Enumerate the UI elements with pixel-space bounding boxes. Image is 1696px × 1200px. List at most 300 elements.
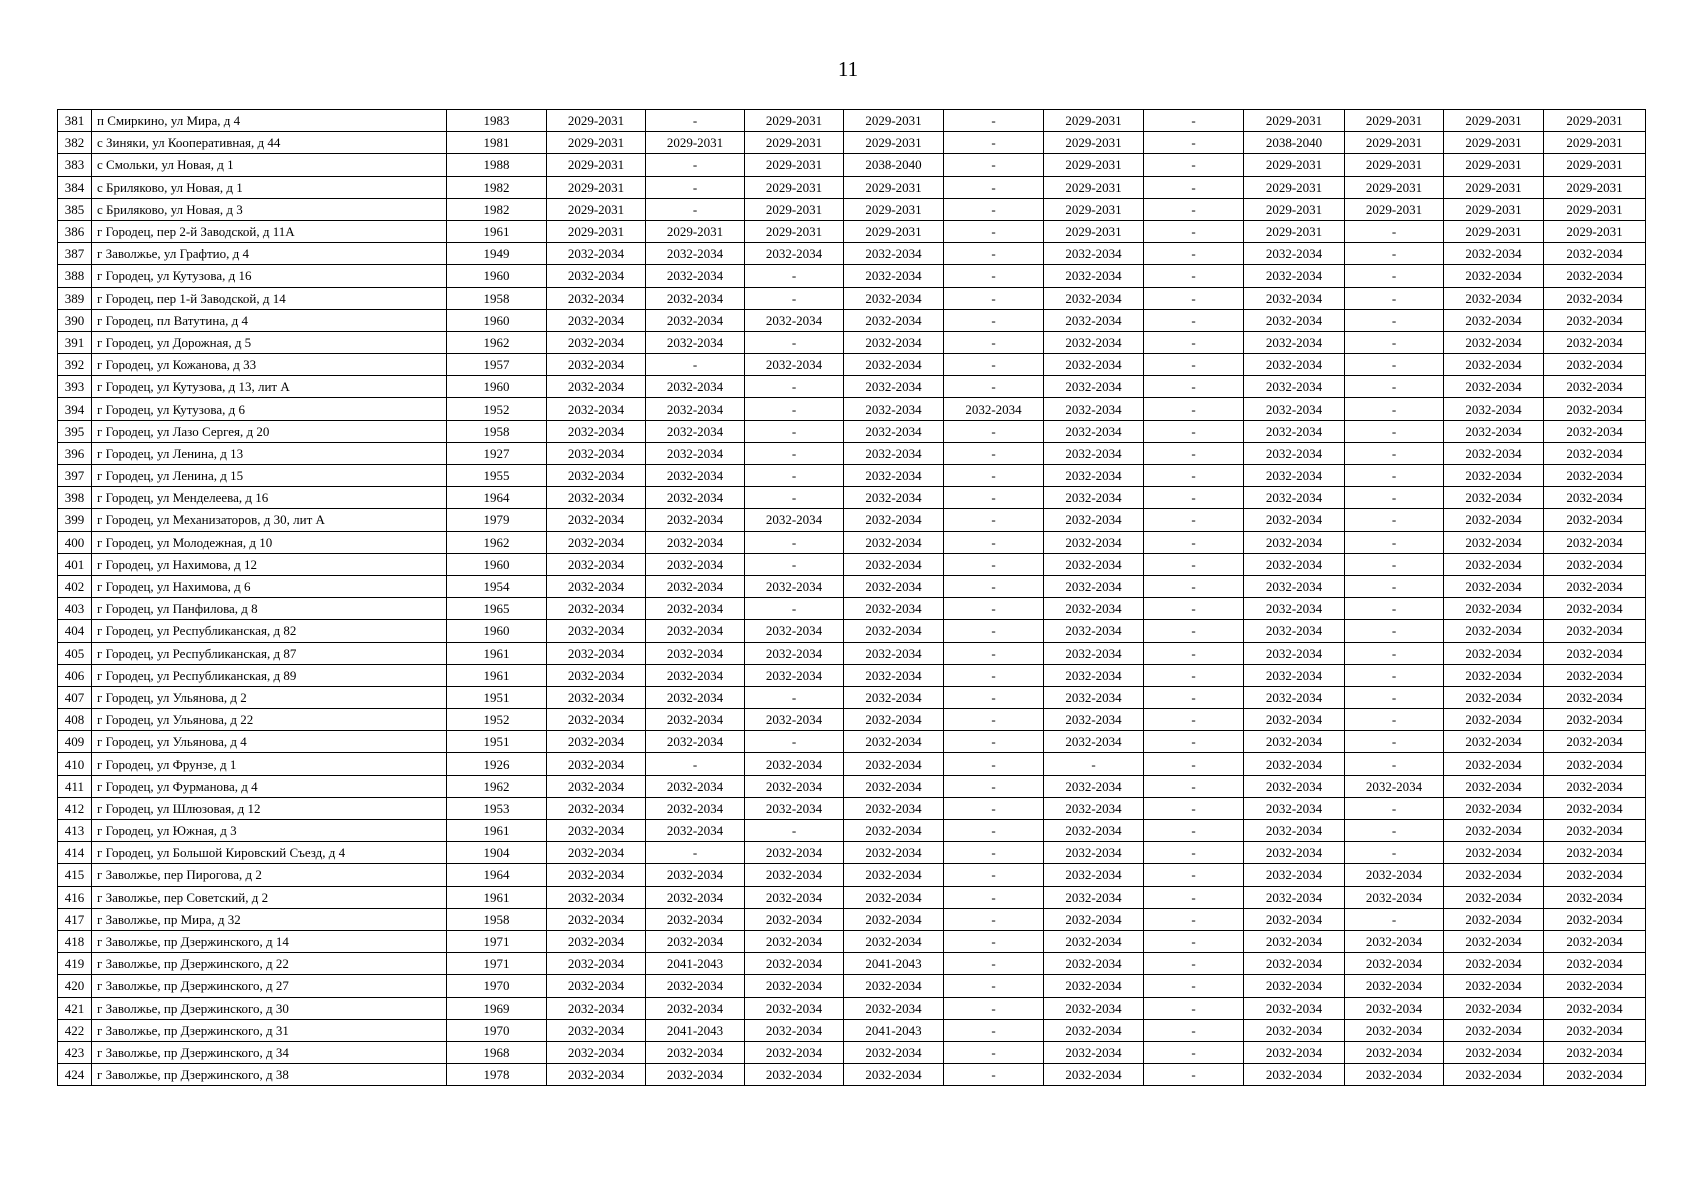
period-cell: 2032-2034	[547, 642, 646, 664]
period-cell: 2032-2034	[745, 930, 844, 952]
address-cell: г Городец, ул Большой Кировский Съезд, д 4	[92, 842, 447, 864]
address-cell: г Городец, ул Фурманова, д 4	[92, 775, 447, 797]
address-cell: г Городец, ул Республиканская, д 82	[92, 620, 447, 642]
address-cell: г Городец, ул Ленина, д 13	[92, 442, 447, 464]
period-cell: -	[1144, 930, 1244, 952]
year-built-cell: 1951	[447, 686, 547, 708]
address-cell: с Смольки, ул Новая, д 1	[92, 154, 447, 176]
period-cell: 2032-2034	[1544, 398, 1646, 420]
period-cell: 2032-2034	[1044, 442, 1144, 464]
period-cell: 2032-2034	[1444, 842, 1544, 864]
period-cell: 2029-2031	[1244, 220, 1345, 242]
table-body	[58, 110, 1646, 1086]
period-cell: 2032-2034	[646, 908, 745, 930]
period-cell: 2029-2031	[646, 132, 745, 154]
year-built-cell: 1970	[447, 1019, 547, 1041]
year-built-cell: 1970	[447, 975, 547, 997]
period-cell: 2032-2034	[1044, 975, 1144, 997]
row-number-cell: 421	[58, 997, 92, 1019]
period-cell: -	[745, 731, 844, 753]
period-cell: 2032-2034	[1044, 620, 1144, 642]
period-cell: -	[646, 154, 745, 176]
period-cell: 2032-2034	[1044, 376, 1144, 398]
period-cell: 2032-2034	[844, 465, 944, 487]
period-cell: -	[944, 1041, 1044, 1063]
year-built-cell: 1951	[447, 731, 547, 753]
year-built-cell: 1961	[447, 886, 547, 908]
table-row	[58, 420, 1646, 442]
period-cell: 2032-2034	[547, 953, 646, 975]
address-cell: г Городец, ул Механизаторов, д 30, лит А	[92, 509, 447, 531]
table-row	[58, 354, 1646, 376]
period-cell: -	[1345, 398, 1444, 420]
period-cell: 2032-2034	[1544, 265, 1646, 287]
period-cell: 2032-2034	[646, 287, 745, 309]
period-cell: 2032-2034	[547, 886, 646, 908]
period-cell: -	[646, 354, 745, 376]
period-cell: 2032-2034	[1544, 908, 1646, 930]
table-row	[58, 753, 1646, 775]
year-built-cell: 1958	[447, 287, 547, 309]
period-cell: 2041-2043	[844, 953, 944, 975]
period-cell: 2032-2034	[547, 731, 646, 753]
period-cell: -	[944, 864, 1044, 886]
period-cell: 2032-2034	[1244, 686, 1345, 708]
address-cell: г Городец, ул Республиканская, д 89	[92, 664, 447, 686]
period-cell: 2032-2034	[646, 731, 745, 753]
period-cell: 2032-2034	[1044, 598, 1144, 620]
period-cell: 2032-2034	[844, 709, 944, 731]
period-cell: 2032-2034	[745, 1064, 844, 1086]
period-cell: 2032-2034	[646, 642, 745, 664]
row-number-cell: 402	[58, 575, 92, 597]
year-built-cell: 1960	[447, 376, 547, 398]
period-cell: -	[1144, 309, 1244, 331]
address-cell: г Городец, ул Кутузова, д 13, лит А	[92, 376, 447, 398]
period-cell: 2032-2034	[1044, 265, 1144, 287]
row-number-cell: 409	[58, 731, 92, 753]
period-cell: 2032-2034	[844, 420, 944, 442]
period-cell: 2032-2034	[1044, 842, 1144, 864]
period-cell: 2032-2034	[1544, 309, 1646, 331]
period-cell: -	[1144, 110, 1244, 132]
period-cell: -	[944, 1064, 1044, 1086]
period-cell: 2032-2034	[646, 531, 745, 553]
year-built-cell: 1958	[447, 420, 547, 442]
period-cell: 2032-2034	[646, 243, 745, 265]
row-number-cell: 400	[58, 531, 92, 553]
year-built-cell: 1982	[447, 176, 547, 198]
period-cell: 2032-2034	[1345, 930, 1444, 952]
period-cell: 2032-2034	[646, 1041, 745, 1063]
table-row	[58, 509, 1646, 531]
period-cell: 2032-2034	[844, 997, 944, 1019]
row-number-cell: 395	[58, 420, 92, 442]
period-cell: 2029-2031	[547, 176, 646, 198]
period-cell: 2032-2034	[1244, 731, 1345, 753]
period-cell: 2032-2034	[646, 997, 745, 1019]
period-cell: 2029-2031	[745, 154, 844, 176]
period-cell: 2032-2034	[1444, 575, 1544, 597]
period-cell: 2032-2034	[646, 709, 745, 731]
period-cell: 2032-2034	[1444, 930, 1544, 952]
period-cell: 2032-2034	[1544, 465, 1646, 487]
table-row	[58, 842, 1646, 864]
row-number-cell: 424	[58, 1064, 92, 1086]
period-cell: 2032-2034	[547, 420, 646, 442]
period-cell: 2032-2034	[844, 930, 944, 952]
period-cell: 2029-2031	[1345, 110, 1444, 132]
period-cell: 2032-2034	[1444, 287, 1544, 309]
period-cell: 2032-2034	[547, 1041, 646, 1063]
address-cell: г Городец, ул Нахимова, д 6	[92, 575, 447, 597]
period-cell: -	[1144, 598, 1244, 620]
period-cell: 2032-2034	[547, 465, 646, 487]
period-cell: 2032-2034	[547, 753, 646, 775]
period-cell: 2029-2031	[1444, 176, 1544, 198]
period-cell: 2032-2034	[646, 376, 745, 398]
period-cell: 2032-2034	[1544, 575, 1646, 597]
address-cell: г Заволжье, пр Дзержинского, д 31	[92, 1019, 447, 1041]
table-row	[58, 198, 1646, 220]
address-cell: г Городец, ул Лазо Сергея, д 20	[92, 420, 447, 442]
period-cell: 2032-2034	[646, 975, 745, 997]
row-number-cell: 405	[58, 642, 92, 664]
period-cell: 2032-2034	[1244, 709, 1345, 731]
period-cell: 2029-2031	[1044, 154, 1144, 176]
period-cell: 2032-2034	[1444, 398, 1544, 420]
period-cell: 2032-2034	[1244, 820, 1345, 842]
period-cell: -	[1345, 487, 1444, 509]
period-cell: 2032-2034	[1244, 930, 1345, 952]
period-cell: 2032-2034	[1044, 864, 1144, 886]
period-cell: 2032-2034	[547, 376, 646, 398]
period-cell: 2032-2034	[1544, 553, 1646, 575]
period-cell: 2032-2034	[1444, 664, 1544, 686]
period-cell: -	[1345, 531, 1444, 553]
period-cell: -	[1144, 664, 1244, 686]
period-cell: -	[1345, 243, 1444, 265]
period-cell: -	[1345, 354, 1444, 376]
period-cell: 2032-2034	[1044, 997, 1144, 1019]
period-cell: 2032-2034	[1044, 331, 1144, 353]
period-cell: 2032-2034	[1244, 842, 1345, 864]
period-cell: -	[1144, 132, 1244, 154]
year-built-cell: 1982	[447, 198, 547, 220]
period-cell: 2032-2034	[547, 354, 646, 376]
row-number-cell: 384	[58, 176, 92, 198]
year-built-cell: 1926	[447, 753, 547, 775]
period-cell: 2029-2031	[745, 132, 844, 154]
period-cell: 2032-2034	[1444, 709, 1544, 731]
period-cell: 2032-2034	[1544, 1019, 1646, 1041]
period-cell: 2032-2034	[547, 620, 646, 642]
period-cell: 2032-2034	[1444, 1041, 1544, 1063]
row-number-cell: 416	[58, 886, 92, 908]
period-cell: -	[944, 886, 1044, 908]
period-cell: 2032-2034	[547, 531, 646, 553]
year-built-cell: 1961	[447, 664, 547, 686]
period-cell: 2032-2034	[745, 575, 844, 597]
period-cell: 2032-2034	[1244, 598, 1345, 620]
period-cell: -	[1144, 953, 1244, 975]
address-cell: г Городец, ул Шлюзовая, д 12	[92, 797, 447, 819]
period-cell: 2029-2031	[1544, 220, 1646, 242]
period-cell: 2032-2034	[1544, 1064, 1646, 1086]
period-cell: 2032-2034	[547, 509, 646, 531]
period-cell: 2032-2034	[1044, 953, 1144, 975]
period-cell: 2032-2034	[1244, 975, 1345, 997]
period-cell: 2032-2034	[1544, 797, 1646, 819]
period-cell: -	[944, 487, 1044, 509]
period-cell: 2032-2034	[646, 487, 745, 509]
period-cell: 2029-2031	[1345, 132, 1444, 154]
period-cell: 2032-2034	[1544, 487, 1646, 509]
period-cell: 2032-2034	[844, 620, 944, 642]
table-row	[58, 620, 1646, 642]
period-cell: 2032-2034	[1444, 1064, 1544, 1086]
period-cell: 2032-2034	[646, 886, 745, 908]
year-built-cell: 1981	[447, 132, 547, 154]
period-cell: -	[1345, 220, 1444, 242]
period-cell: 2032-2034	[1044, 709, 1144, 731]
period-cell: 2032-2034	[1345, 886, 1444, 908]
row-number-cell: 404	[58, 620, 92, 642]
table-row	[58, 154, 1646, 176]
period-cell: 2032-2034	[1544, 354, 1646, 376]
period-cell: -	[944, 176, 1044, 198]
period-cell: 2032-2034	[1444, 642, 1544, 664]
period-cell: -	[1345, 553, 1444, 575]
period-cell: -	[1144, 265, 1244, 287]
period-cell: 2032-2034	[547, 864, 646, 886]
period-cell: 2032-2034	[745, 309, 844, 331]
period-cell: 2032-2034	[1044, 1064, 1144, 1086]
period-cell: 2029-2031	[745, 198, 844, 220]
period-cell: 2032-2034	[1244, 243, 1345, 265]
period-cell: -	[1144, 509, 1244, 531]
period-cell: -	[944, 243, 1044, 265]
period-cell: 2029-2031	[1044, 176, 1144, 198]
period-cell: 2032-2034	[1444, 797, 1544, 819]
year-built-cell: 1952	[447, 709, 547, 731]
table-row	[58, 975, 1646, 997]
period-cell: 2032-2034	[1544, 1041, 1646, 1063]
period-cell: 2029-2031	[1544, 154, 1646, 176]
period-cell: -	[944, 642, 1044, 664]
period-cell: 2032-2034	[844, 509, 944, 531]
row-number-cell: 414	[58, 842, 92, 864]
period-cell: 2032-2034	[547, 598, 646, 620]
period-cell: 2032-2034	[1544, 930, 1646, 952]
year-built-cell: 1960	[447, 265, 547, 287]
address-cell: г Городец, ул Южная, д 3	[92, 820, 447, 842]
period-cell: -	[1345, 908, 1444, 930]
period-cell: 2032-2034	[1044, 309, 1144, 331]
period-cell: -	[1144, 842, 1244, 864]
period-cell: 2032-2034	[1444, 620, 1544, 642]
period-cell: -	[944, 620, 1044, 642]
period-cell: 2032-2034	[646, 442, 745, 464]
period-cell: 2032-2034	[844, 243, 944, 265]
period-cell: 2032-2034	[844, 686, 944, 708]
period-cell: 2032-2034	[1244, 420, 1345, 442]
period-cell: 2032-2034	[1044, 664, 1144, 686]
period-cell: 2032-2034	[844, 575, 944, 597]
address-cell: г Заволжье, пер Пирогова, д 2	[92, 864, 447, 886]
row-number-cell: 383	[58, 154, 92, 176]
period-cell: 2032-2034	[1444, 731, 1544, 753]
period-cell: 2041-2043	[646, 1019, 745, 1041]
period-cell: 2032-2034	[1444, 886, 1544, 908]
housing-register-table	[57, 109, 1646, 1086]
period-cell: -	[1345, 376, 1444, 398]
period-cell: -	[944, 842, 1044, 864]
period-cell: -	[1345, 797, 1444, 819]
period-cell: -	[745, 265, 844, 287]
period-cell: 2032-2034	[844, 354, 944, 376]
year-built-cell: 1954	[447, 575, 547, 597]
period-cell: -	[944, 553, 1044, 575]
period-cell: 2032-2034	[1544, 753, 1646, 775]
period-cell: -	[1345, 842, 1444, 864]
period-cell: 2032-2034	[1244, 487, 1345, 509]
period-cell: 2032-2034	[1044, 908, 1144, 930]
period-cell: 2029-2031	[844, 110, 944, 132]
address-cell: г Заволжье, пр Дзержинского, д 14	[92, 930, 447, 952]
period-cell: 2032-2034	[1544, 775, 1646, 797]
period-cell: 2032-2034	[1544, 953, 1646, 975]
period-cell: 2032-2034	[1244, 664, 1345, 686]
period-cell: -	[944, 775, 1044, 797]
period-cell: 2032-2034	[1444, 598, 1544, 620]
period-cell: 2029-2031	[1444, 220, 1544, 242]
period-cell: -	[745, 487, 844, 509]
period-cell: 2032-2034	[1244, 509, 1345, 531]
period-cell: -	[646, 176, 745, 198]
period-cell: 2032-2034	[844, 376, 944, 398]
table-row	[58, 487, 1646, 509]
period-cell: 2032-2034	[547, 575, 646, 597]
row-number-cell: 382	[58, 132, 92, 154]
period-cell: 2032-2034	[745, 709, 844, 731]
period-cell: -	[1144, 864, 1244, 886]
period-cell: 2032-2034	[646, 598, 745, 620]
period-cell: 2032-2034	[944, 398, 1044, 420]
period-cell: -	[745, 376, 844, 398]
period-cell: 2032-2034	[1444, 553, 1544, 575]
period-cell: -	[745, 686, 844, 708]
period-cell: -	[745, 465, 844, 487]
period-cell: 2032-2034	[1345, 1064, 1444, 1086]
address-cell: г Заволжье, пр Дзержинского, д 27	[92, 975, 447, 997]
period-cell: 2032-2034	[646, 930, 745, 952]
table-row	[58, 908, 1646, 930]
period-cell: 2032-2034	[1444, 908, 1544, 930]
year-built-cell: 1952	[447, 398, 547, 420]
period-cell: -	[944, 1019, 1044, 1041]
period-cell: 2032-2034	[1544, 842, 1646, 864]
period-cell: 2032-2034	[1544, 442, 1646, 464]
address-cell: г Городец, ул Фрунзе, д 1	[92, 753, 447, 775]
period-cell: 2029-2031	[844, 198, 944, 220]
period-cell: 2032-2034	[547, 820, 646, 842]
period-cell: 2032-2034	[844, 531, 944, 553]
year-built-cell: 1961	[447, 820, 547, 842]
row-number-cell: 408	[58, 709, 92, 731]
period-cell: 2032-2034	[1044, 1019, 1144, 1041]
page-number: 11	[837, 57, 859, 81]
table-row	[58, 132, 1646, 154]
period-cell: 2032-2034	[1044, 1041, 1144, 1063]
table-row	[58, 398, 1646, 420]
table-row	[58, 553, 1646, 575]
period-cell: 2032-2034	[1544, 376, 1646, 398]
period-cell: 2032-2034	[1044, 398, 1144, 420]
period-cell: 2032-2034	[547, 1019, 646, 1041]
period-cell: 2029-2031	[547, 132, 646, 154]
period-cell: 2032-2034	[1244, 442, 1345, 464]
table-row	[58, 930, 1646, 952]
year-built-cell: 1964	[447, 864, 547, 886]
table-row	[58, 176, 1646, 198]
period-cell: -	[1144, 198, 1244, 220]
period-cell: 2029-2031	[1244, 154, 1345, 176]
period-cell: 2032-2034	[1544, 709, 1646, 731]
period-cell: 2029-2031	[1544, 132, 1646, 154]
period-cell: 2032-2034	[547, 553, 646, 575]
period-cell: 2032-2034	[844, 642, 944, 664]
period-cell: 2032-2034	[646, 420, 745, 442]
table-row	[58, 442, 1646, 464]
period-cell: 2032-2034	[547, 398, 646, 420]
period-cell: 2032-2034	[1544, 664, 1646, 686]
period-cell: 2032-2034	[646, 820, 745, 842]
period-cell: -	[1345, 465, 1444, 487]
period-cell: 2032-2034	[1444, 531, 1544, 553]
period-cell: 2032-2034	[1544, 997, 1646, 1019]
period-cell: 2032-2034	[1244, 1064, 1345, 1086]
period-cell: 2032-2034	[1444, 775, 1544, 797]
address-cell: г Городец, ул Дорожная, д 5	[92, 331, 447, 353]
period-cell: -	[944, 664, 1044, 686]
period-cell: -	[745, 553, 844, 575]
period-cell: 2032-2034	[1544, 820, 1646, 842]
period-cell: -	[944, 598, 1044, 620]
table-row	[58, 820, 1646, 842]
period-cell: 2029-2031	[1044, 220, 1144, 242]
period-cell: 2032-2034	[844, 775, 944, 797]
table-row	[58, 331, 1646, 353]
year-built-cell: 1962	[447, 775, 547, 797]
period-cell: -	[1144, 176, 1244, 198]
period-cell: -	[1345, 731, 1444, 753]
period-cell: 2032-2034	[547, 775, 646, 797]
period-cell: 2032-2034	[745, 509, 844, 531]
period-cell: 2029-2031	[844, 176, 944, 198]
table-row	[58, 886, 1646, 908]
period-cell: -	[646, 753, 745, 775]
period-cell: 2032-2034	[1444, 953, 1544, 975]
period-cell: -	[745, 531, 844, 553]
period-cell: 2032-2034	[745, 1041, 844, 1063]
table-row	[58, 598, 1646, 620]
period-cell: 2029-2031	[844, 132, 944, 154]
period-cell: 2032-2034	[1244, 331, 1345, 353]
period-cell: -	[1345, 331, 1444, 353]
period-cell: 2032-2034	[745, 908, 844, 930]
period-cell: -	[745, 331, 844, 353]
